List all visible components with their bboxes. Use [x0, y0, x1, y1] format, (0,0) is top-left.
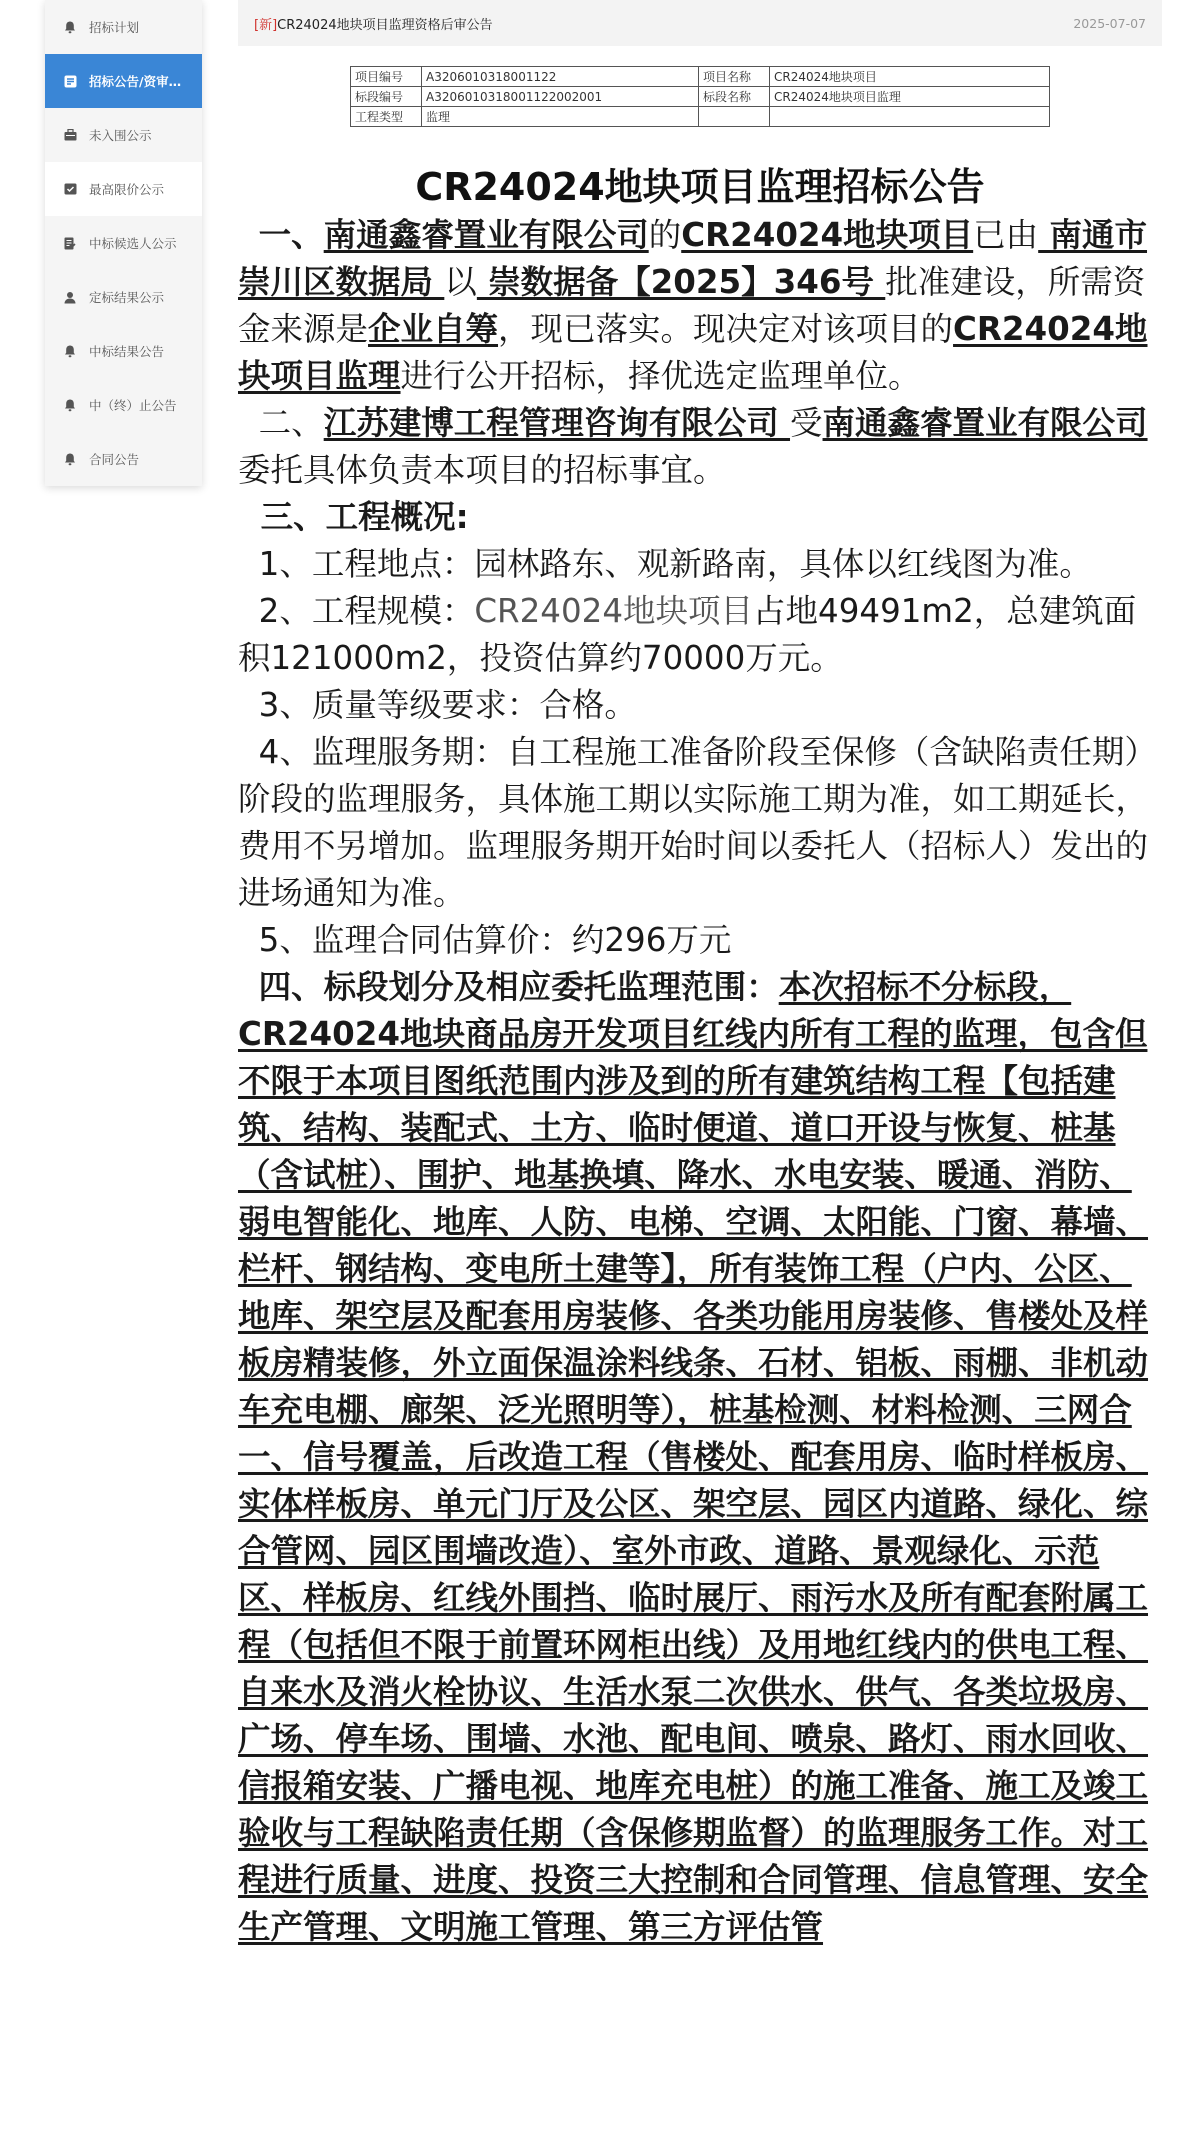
table-cell: CR24024地块项目: [770, 67, 1050, 87]
sidebar-item-label: 中（终）止公告: [89, 398, 177, 413]
table-cell: 标段名称: [699, 87, 770, 107]
notice-date: 2025-07-07: [1073, 15, 1146, 31]
p1-text-e: 批准建设，所需资金来源是: [238, 263, 1146, 348]
bell-icon: [63, 20, 77, 34]
item-text: 1、工程地点：园林路东、观新路南，具体以红线图为准。: [258, 545, 1092, 583]
item-text: 3、质量等级要求：合格。: [258, 686, 637, 724]
item-3-1: [238, 541, 1162, 588]
p1-text-d: 以: [444, 263, 477, 301]
sidebar-item-label: 中标结果公告: [89, 344, 165, 359]
item-3-5: [238, 917, 1162, 964]
user-icon: [63, 290, 77, 304]
table-cell: 项目编号: [351, 67, 422, 87]
agent-name: 江苏建博工程管理咨询有限公司: [323, 404, 791, 442]
sidebar-item-label: 中标候选人公示: [89, 236, 177, 251]
p2-text-c: 委托具体负责本项目的招标事宜。: [238, 451, 726, 489]
sidebar-item-label: 招标计划: [89, 20, 140, 35]
approver-name: 南通市崇川区数据局: [238, 216, 1148, 301]
bell-icon: [63, 452, 77, 466]
sidebar-nav: [45, 0, 202, 486]
sidebar-item-bid-plan[interactable]: [45, 0, 202, 54]
item-project-name: CR24024地块项目: [474, 592, 754, 630]
section-heading-4: 四、标段划分及相应委托监理范围：: [258, 968, 779, 1006]
paragraph-2: [238, 400, 1162, 494]
item-text: 占地49491m2，总建筑面积121000m2，投资估算约70000万元。: [238, 592, 1137, 677]
owner-name: 南通鑫睿置业有限公司: [822, 404, 1148, 442]
sidebar-item-award-result[interactable]: [45, 270, 202, 324]
item-text: 4、监理服务期：自工程施工准备阶段至保修（含缺陷责任期）阶段的监理服务，具体施工期以实际施工期为准，如工期延长，费用不另增加。监理服务期开始时间以委托人（招标人）发出的进场通知为准。: [238, 733, 1157, 912]
document-icon: [63, 74, 77, 88]
bell-icon: [63, 344, 77, 358]
notice-header-title[interactable]: [254, 14, 493, 33]
p1-prefix: 一、: [258, 216, 324, 254]
p1-text-c: 已由: [973, 216, 1039, 254]
item-3-2: [238, 588, 1162, 682]
approval-number: 崇数据备【2025】346号: [476, 263, 886, 301]
item-text: 5、监理合同估算价：约296万元: [258, 921, 732, 959]
table-cell: CR24024地块项目监理: [770, 87, 1050, 107]
bell-icon: [63, 398, 77, 412]
sidebar-item-max-price[interactable]: [45, 162, 202, 216]
sidebar-item-win-result[interactable]: [45, 324, 202, 378]
p2-text-b: 受: [790, 404, 823, 442]
table-row: [351, 87, 1050, 107]
sidebar-item-label: 定标结果公示: [89, 290, 165, 305]
sidebar-item-label: 未入围公示: [89, 128, 152, 143]
scope-text: 本次招标不分标段，CR24024地块商品房开发项目红线内所有工程的监理，包含但不限于本项目图纸范围内涉及到的所有建筑结构工程【包括建筑、结构、装配式、土方、临时便道、道口开设与恢复、桩基（含试桩）、围护、地基换填、降水、水电安装、暖通、消防、弱电智能化、地库、人防、电梯、空调、太阳能、门窗、幕墙、栏杆、钢结构、变电所土建等】，所有装饰工程（户内、公区、地库、架空层及配套用房装修、各类功能用房装修、售楼处及样板房精装修，外立面保温涂料线条、石材、铝板、雨棚、非机动车充电棚、廊架、泛光照明等），桩基检测、材料检测、三网合一、信号覆盖，后改造工程（售楼处、配套用房、临时样板房、实体样板房、单元门厅及公区、架空层、园区内道路、绿化、综合管网、园区围墙改造）、室外市政、道路、景观绿化、示范区、样板房、红线外围挡、临时展厅、雨污水及所有配套附属工程（包括但不限于前置环网柜出线）及用地红线内的供电工程、自来水及消火栓协议、生活水泵二次供水、供气、各类垃圾房、广场、停车场、围墙、水池、配电间、喷泉、路灯、雨水回收、信报箱安装、广播电视、地库充电桩）的施工准备、施工及竣工验收与工程缺陷责任期（含保修期监督）的监理服务工作。对工程进行质量、进度、投资三大控制和合同管理、信息管理、安全生产管理、文明施工管理、第三方评估管: [238, 968, 1149, 1946]
table-cell: A3206010318001122002001: [422, 87, 699, 107]
table-cell: 标段编号: [351, 87, 422, 107]
badge-icon: [63, 182, 77, 196]
p2-prefix: 二、: [258, 404, 324, 442]
paragraph-1: [238, 212, 1162, 400]
project-name: CR24024地块项目: [681, 216, 974, 254]
sidebar-item-candidates[interactable]: [45, 216, 202, 270]
table-cell: [699, 107, 770, 127]
paragraph-4: [238, 964, 1162, 1951]
section-name: CR24024地块项目监理: [238, 310, 1148, 395]
table-cell: 监理: [422, 107, 699, 127]
item-3-4: [238, 729, 1162, 917]
fund-source: 企业自筹: [368, 310, 499, 348]
briefcase-icon: [63, 128, 77, 142]
new-tag: [新]: [254, 17, 278, 33]
document-title: CR24024地块项目监理招标公告: [415, 165, 985, 209]
sidebar-item-contract[interactable]: [45, 432, 202, 486]
sidebar-item-bid-notice[interactable]: [45, 54, 202, 108]
table-cell: 项目名称: [699, 67, 770, 87]
project-info-table: [350, 66, 1050, 127]
notice-title: CR24024地块项目监理资格后审公告: [277, 17, 493, 33]
sidebar-item-label: 最高限价公示: [89, 182, 165, 197]
sidebar-item-label: 合同公告: [89, 452, 140, 467]
owner-name: 南通鑫睿置业有限公司: [323, 216, 649, 254]
sidebar-item-not-shortlisted[interactable]: [45, 108, 202, 162]
edit-doc-icon: [63, 236, 77, 250]
heading-text: 三、工程概况:: [260, 498, 469, 536]
table-cell: A3206010318001122: [422, 67, 699, 87]
p1-text-b: 的: [648, 216, 682, 254]
table-cell: 工程类型: [351, 107, 422, 127]
p1-text-f: ，现已落实。现决定对该项目的: [498, 310, 954, 348]
table-row: [351, 107, 1050, 127]
item-3-3: [238, 682, 1162, 729]
table-cell: [770, 107, 1050, 127]
sidebar-item-label: 招标公告/资审…: [89, 74, 182, 89]
p1-text-g: 进行公开招标，择优选定监理单位。: [400, 357, 921, 395]
table-row: [351, 67, 1050, 87]
notice-header-bar[interactable]: [238, 0, 1162, 46]
item-text: 2、工程规模：: [258, 592, 475, 630]
section-heading-3: [238, 494, 1162, 541]
sidebar-item-termination[interactable]: [45, 378, 202, 432]
document-body: [238, 212, 1162, 1951]
